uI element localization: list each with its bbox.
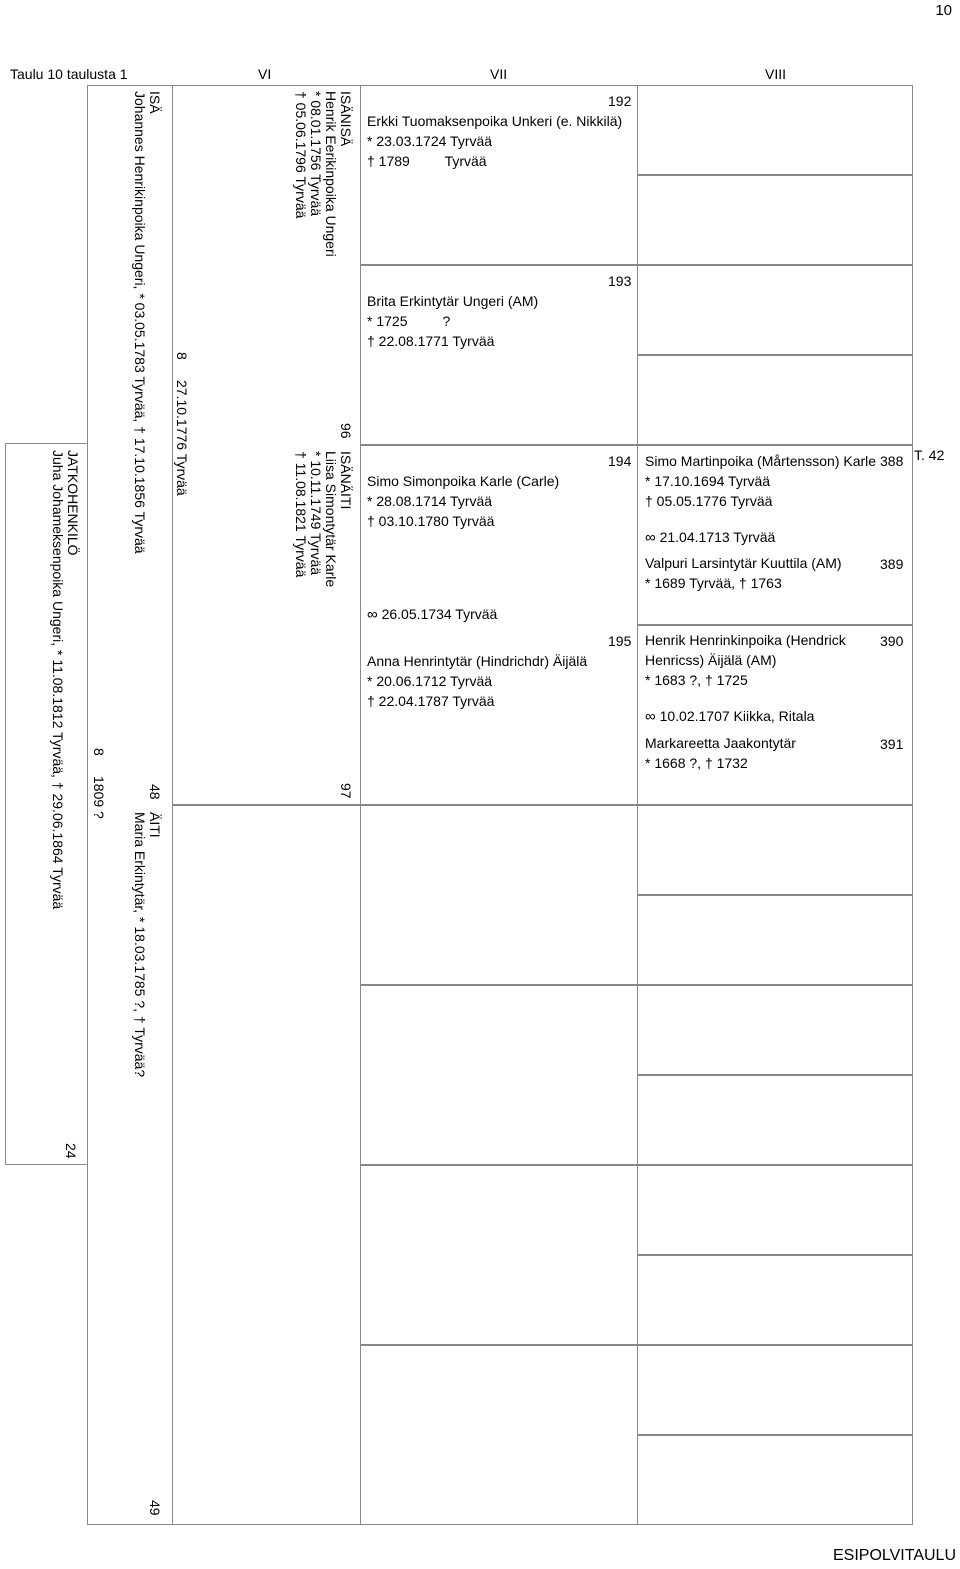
person-number: 192	[608, 93, 632, 109]
ancestor-name: Simo Simonpoika Karle (Carle)	[367, 473, 560, 489]
divider	[638, 984, 912, 986]
ancestor-entry	[367, 111, 622, 171]
paternal-grandmother-death: † 11.08.1821 Tyrvää	[293, 451, 309, 578]
ancestor-entry	[645, 451, 876, 511]
marriage-infinity-icon: ∞	[645, 529, 656, 546]
footer-label: ESIPOLVITAULU	[833, 1547, 956, 1564]
marriage-infinity-icon: ∞	[367, 606, 378, 623]
parents-marriage-date: 1809 ?	[91, 776, 107, 819]
paternal-grandfather-death: † 05.06.1796 Tyrvää	[293, 91, 309, 219]
person-number: 391	[880, 736, 904, 752]
ancestor-dates: * 1683 ?, † 1725	[645, 672, 748, 688]
grandparents-marriage-number: 8	[174, 352, 190, 360]
generation-vii-label: VII	[490, 66, 508, 82]
subject-entry	[50, 450, 80, 909]
divider	[361, 264, 637, 266]
ancestor-name: Anna Henrintytär (Hindrichdr) Äijälä	[367, 653, 588, 669]
person-number: 195	[608, 633, 632, 649]
ancestor-birth: * 20.06.1712 Tyrvää	[367, 673, 493, 689]
divider	[638, 1254, 912, 1256]
paternal-grandfather-entry	[293, 91, 353, 257]
paternal-grandmother-number: 96	[338, 423, 354, 439]
divider	[638, 1434, 912, 1436]
paternal-grandfather-birth: * 08.01.1756 Tyrvää	[308, 91, 324, 217]
subject-number: 24	[63, 1143, 79, 1159]
generation-vi-label: VI	[258, 66, 272, 82]
divider	[638, 1164, 912, 1166]
marriage-infinity-icon: ∞	[645, 708, 656, 725]
marriage-entry	[645, 527, 775, 548]
subject-details: Juha Johameksenpoika Ungeri, * 11.08.1812 Tyrvää, † 29.06.1864 Tyrvää	[50, 450, 66, 910]
ancestor-entry	[367, 291, 538, 351]
paternal-grandmother-entry	[293, 451, 353, 587]
mother-number: 48	[147, 784, 163, 800]
ancestor-name: Erkki Tuomaksenpoika Unkeri (e. Nikkilä)	[367, 113, 623, 129]
ancestor-entry	[645, 553, 842, 593]
mother-number-2: 49	[147, 1500, 163, 1516]
subject-role: JATKOHENKILÖ	[65, 450, 81, 556]
ancestor-death: † 1789 Tyrvää	[367, 153, 487, 169]
person-number: 194	[608, 453, 632, 469]
generation-viii-label: VIII	[765, 66, 787, 82]
ancestor-entry	[367, 651, 587, 711]
divider	[361, 1164, 637, 1166]
paternal-grandmother-role: ISÄNÄITI	[338, 451, 354, 510]
grandparents-marriage-date: 27.10.1776 Tyrvää	[174, 380, 190, 496]
divider	[361, 444, 637, 446]
person-number: 389	[880, 556, 904, 572]
ancestor-birth: * 23.03.1724 Tyrvää	[367, 133, 493, 149]
mother-role: ÄITI	[147, 812, 163, 838]
divider	[638, 894, 912, 896]
ancestor-birth: * 17.10.1694 Tyrvää	[645, 473, 771, 489]
parents-marriage-number: 8	[91, 748, 107, 756]
divider	[173, 804, 360, 806]
divider	[638, 1074, 912, 1076]
marriage-entry	[645, 706, 814, 727]
ancestor-death: † 22.08.1771 Tyrvää	[367, 333, 495, 349]
marriage-date: 21.04.1713 Tyrvää	[659, 529, 776, 545]
ancestor-name-cont: Henricss) Äijälä (AM)	[645, 652, 777, 668]
ancestor-dates: * 1668 ?, † 1732	[645, 755, 748, 771]
paternal-grandmother-birth: * 10.11.1749 Tyrvää	[308, 451, 324, 576]
paternal-grandfather-role: ISÄNISÄ	[338, 91, 354, 147]
person-number: 193	[608, 273, 632, 289]
page-number: 10	[935, 2, 952, 19]
marriage-date: 26.05.1734 Tyrvää	[381, 606, 498, 622]
person-number: 388	[880, 453, 904, 469]
father-details: Johannes Henrikinpoika Ungeri, * 03.05.1783 Tyrvää, † 17.10.1856 Tyrvää	[132, 91, 148, 554]
ancestor-birth: * 1725 ?	[367, 313, 451, 329]
table-title: Taulu 10 taulusta 1	[10, 66, 128, 82]
father-entry	[132, 91, 162, 554]
ancestor-name: Simo Martinpoika (Mårtensson) Karle	[645, 453, 877, 469]
paternal-grandmother-name: Liisa Simontytär Karle	[323, 451, 339, 588]
divider	[638, 174, 912, 176]
divider	[638, 264, 912, 266]
paternal-grandfather-name: Henrik Eerikinpoika Ungeri	[323, 91, 339, 257]
ancestor-name: Henrik Henrinkinpoika (Hendrick	[645, 632, 846, 648]
marriage-entry	[367, 604, 497, 625]
marriage-date: 10.02.1707 Kiikka, Ritala	[659, 708, 815, 724]
ancestor-entry	[645, 733, 796, 773]
ancestor-death: † 03.10.1780 Tyrvää	[367, 513, 495, 529]
ancestor-birth: * 28.08.1714 Tyrvää	[367, 493, 493, 509]
father-role: ISÄ	[147, 91, 163, 114]
ancestor-death: † 22.04.1787 Tyrvää	[367, 693, 495, 709]
divider	[638, 354, 912, 356]
ancestor-death: † 05.05.1776 Tyrvää	[645, 493, 773, 509]
person-number: 390	[880, 633, 904, 649]
paternal-grandmother-number-2: 97	[338, 783, 354, 799]
parents-marriage	[91, 748, 106, 756]
ancestor-name: Markareetta Jaakontytär	[645, 735, 796, 751]
ancestor-entry	[367, 471, 559, 531]
ancestor-dates: * 1689 Tyrvää, † 1763	[645, 575, 782, 591]
ancestor-entry	[645, 630, 846, 690]
mother-entry	[132, 812, 162, 1077]
divider	[638, 444, 912, 446]
ancestor-name: Brita Erkintytär Ungeri (AM)	[367, 293, 539, 309]
divider	[638, 1344, 912, 1346]
divider	[361, 804, 637, 806]
divider	[361, 1344, 637, 1346]
divider	[638, 624, 912, 626]
ancestor-name: Valpuri Larsintytär Kuuttila (AM)	[645, 555, 842, 571]
divider	[361, 984, 637, 986]
divider	[638, 804, 912, 806]
mother-details: Maria Erkintytär, * 18.03.1785 ?, † Tyrvää?	[132, 812, 148, 1078]
table-reference: T. 42	[914, 447, 945, 463]
